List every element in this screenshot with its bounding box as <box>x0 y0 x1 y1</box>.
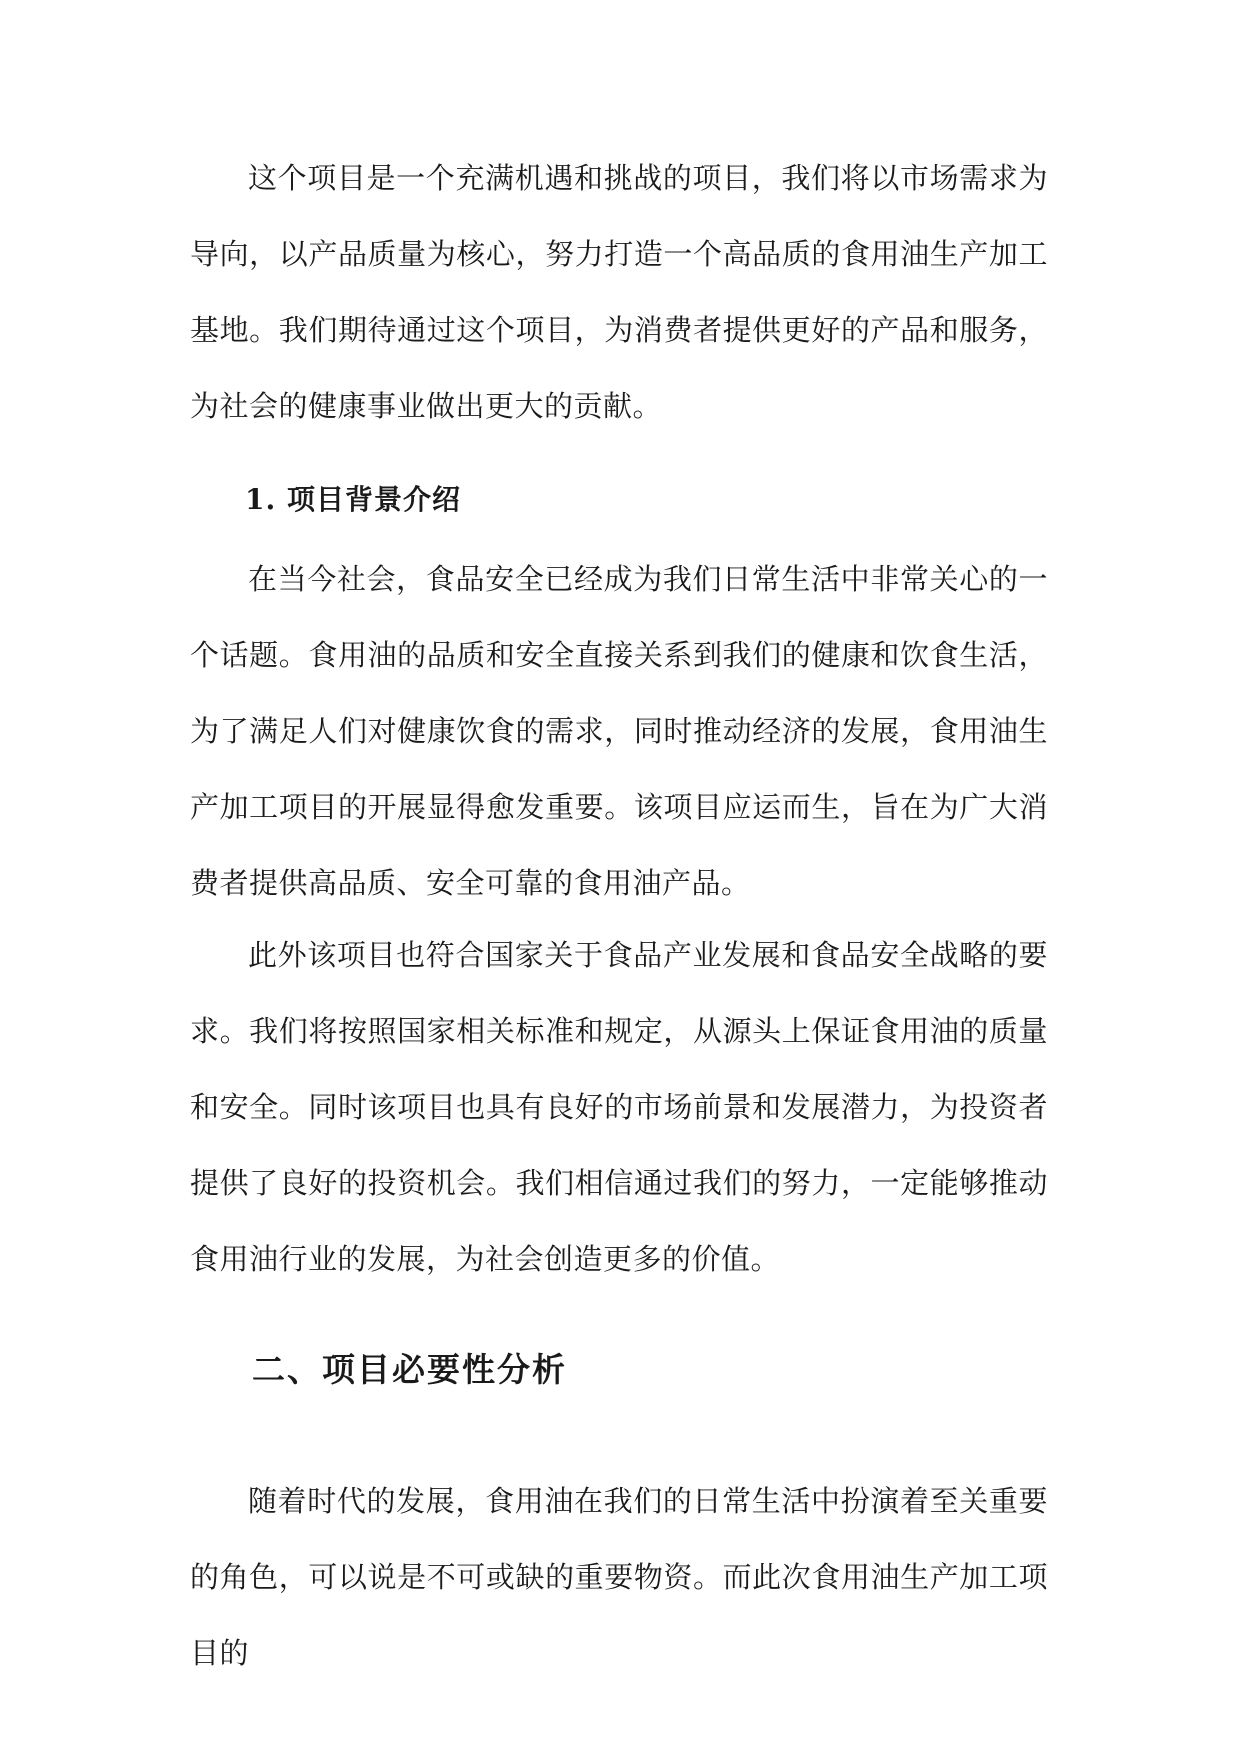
section-1-heading <box>245 470 461 530</box>
intro-paragraph: 这个项目是一个充满机遇和挑战的项目，我们将以市场需求为导向，以产品质量为核心，努力打造一个高品质的食用油生产加工基地。我们期待通过这个项目，为消费者提供更好的产品和服务，为社会的健康事业做出更大的贡献。 <box>190 161 1048 423</box>
section-1-title: 项目背景介绍 <box>287 483 462 516</box>
section-2-paragraph-1: 随着时代的发展，食用油在我们的日常生活中扮演着至关重要的角色，可以说是不可或缺的重要物资。而此次食用油生产加工项目的 <box>190 1484 1048 1670</box>
section-2-heading: 二、项目必要性分析 <box>252 1350 567 1389</box>
section-1-number: 1. <box>245 483 277 516</box>
section-1-paragraph-1: 在当今社会，食品安全已经成为我们日常生活中非常关心的一个话题。食用油的品质和安全直接关系到我们的健康和饮食生活，为了满足人们对健康饮食的需求，同时推动经济的发展，食用油生产加工项目的开展显得愈发重要。该项目应运而生，旨在为广大消费者提供高品质、安全可靠的食用油产品。 <box>190 562 1048 900</box>
section-1-paragraph-2: 此外该项目也符合国家关于食品产业发展和食品安全战略的要求。我们将按照国家相关标准和规定，从源头上保证食用油的质量和安全。同时该项目也具有良好的市场前景和发展潜力，为投资者提供了良好的投资机会。我们相信通过我们的努力，一定能够推动食用油行业的发展，为社会创造更多的价值。 <box>190 938 1048 1276</box>
